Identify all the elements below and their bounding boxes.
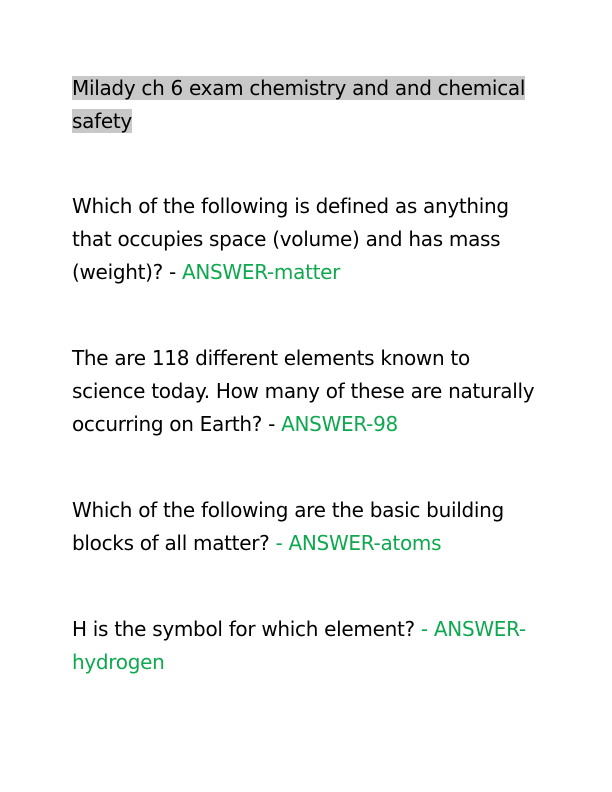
qa-item-1 <box>72 190 542 289</box>
answer-text: - ANSWER-atoms <box>275 531 442 555</box>
question-text: H is the symbol for which element? <box>72 617 421 641</box>
title-highlight: Milady ch 6 exam chemistry and and chemical safety <box>72 76 526 133</box>
qa-item-3 <box>72 494 542 560</box>
qa-item-2 <box>72 342 542 441</box>
answer-text: - ANSWER-hydrogen <box>72 617 526 674</box>
document-page <box>72 72 542 732</box>
qa-item-4 <box>72 613 542 679</box>
question-text: Which of the following are the basic building blocks of all matter? <box>72 498 504 555</box>
question-text: Which of the following is defined as anything that occupies space (volume) and has mass (weight)? - <box>72 194 509 284</box>
answer-text: ANSWER-98 <box>281 412 398 436</box>
document-title <box>72 72 542 138</box>
answer-text: ANSWER-matter <box>181 260 341 284</box>
question-text: The are 118 different elements known to science today. How many of these are naturally occurring on Earth? - <box>72 346 535 436</box>
